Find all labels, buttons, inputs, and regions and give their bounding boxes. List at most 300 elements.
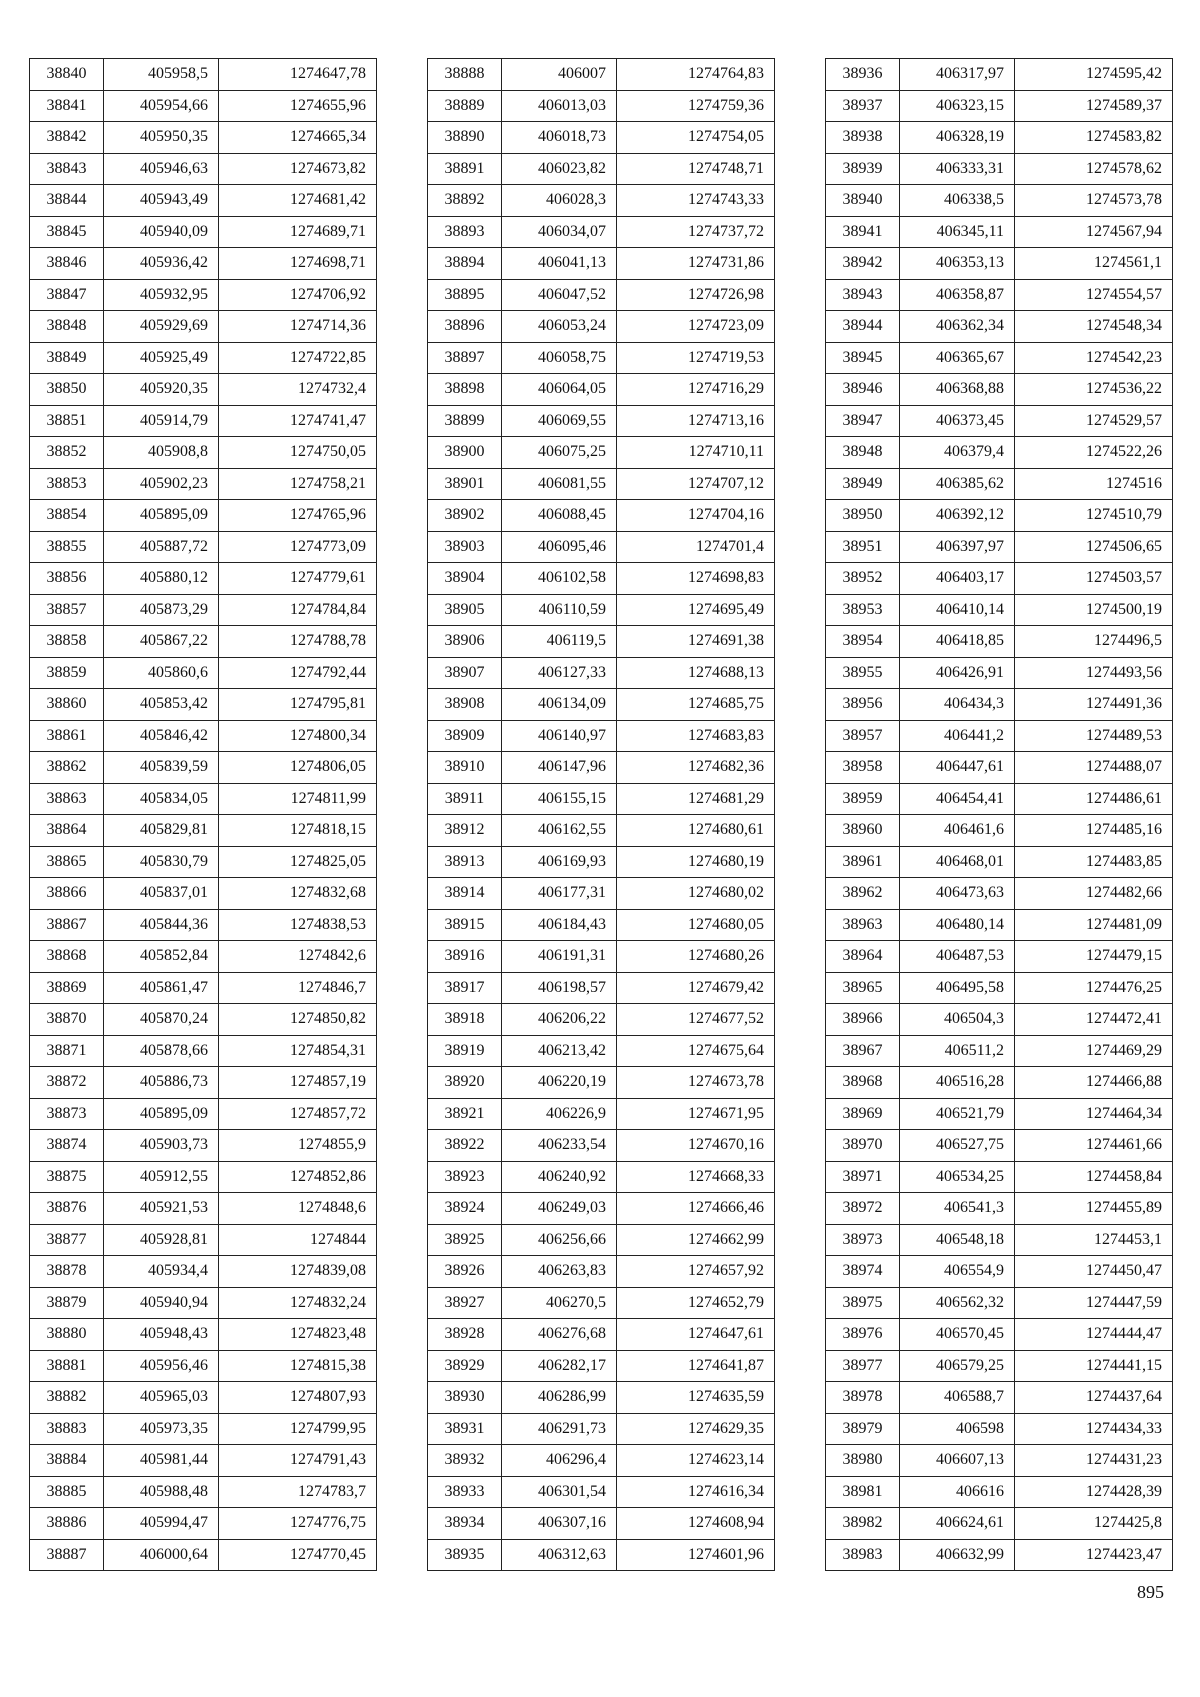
table-row	[30, 248, 377, 280]
y-coordinate-cell: 1274516	[1015, 468, 1173, 500]
point-id-cell: 38959	[826, 783, 900, 815]
point-id-cell: 38919	[428, 1035, 502, 1067]
x-coordinate-cell: 406588,7	[900, 1382, 1015, 1414]
y-coordinate-cell: 1274635,59	[617, 1382, 775, 1414]
table-row	[30, 216, 377, 248]
y-coordinate-cell: 1274688,13	[617, 657, 775, 689]
x-coordinate-cell: 405870,24	[104, 1004, 219, 1036]
point-id-cell: 38911	[428, 783, 502, 815]
point-id-cell: 38846	[30, 248, 104, 280]
y-coordinate-cell: 1274464,34	[1015, 1098, 1173, 1130]
coordinate-table-1	[29, 58, 377, 1571]
point-id-cell: 38872	[30, 1067, 104, 1099]
point-id-cell: 38968	[826, 1067, 900, 1099]
table-row	[428, 752, 775, 784]
y-coordinate-cell: 1274737,72	[617, 216, 775, 248]
x-coordinate-cell: 406624,61	[900, 1508, 1015, 1540]
x-coordinate-cell: 406353,13	[900, 248, 1015, 280]
y-coordinate-cell: 1274561,1	[1015, 248, 1173, 280]
table-row	[428, 1319, 775, 1351]
y-coordinate-cell: 1274748,71	[617, 153, 775, 185]
x-coordinate-cell: 405912,55	[104, 1161, 219, 1193]
point-id-cell: 38966	[826, 1004, 900, 1036]
x-coordinate-cell: 406296,4	[502, 1445, 617, 1477]
table-row	[826, 1350, 1173, 1382]
table-row	[826, 1539, 1173, 1571]
y-coordinate-cell: 1274647,78	[219, 59, 377, 91]
y-coordinate-cell: 1274529,57	[1015, 405, 1173, 437]
x-coordinate-cell: 406110,59	[502, 594, 617, 626]
x-coordinate-cell: 405988,48	[104, 1476, 219, 1508]
point-id-cell: 38923	[428, 1161, 502, 1193]
table-row	[30, 1256, 377, 1288]
table-row	[30, 1004, 377, 1036]
point-id-cell: 38857	[30, 594, 104, 626]
point-id-cell: 38843	[30, 153, 104, 185]
x-coordinate-cell: 405943,49	[104, 185, 219, 217]
table-row	[826, 1287, 1173, 1319]
x-coordinate-cell: 406000,64	[104, 1539, 219, 1571]
point-id-cell: 38939	[826, 153, 900, 185]
x-coordinate-cell: 406323,15	[900, 90, 1015, 122]
point-id-cell: 38929	[428, 1350, 502, 1382]
y-coordinate-cell: 1274578,62	[1015, 153, 1173, 185]
point-id-cell: 38936	[826, 59, 900, 91]
table-body	[428, 59, 775, 1571]
point-id-cell: 38874	[30, 1130, 104, 1162]
table-row	[30, 815, 377, 847]
y-coordinate-cell: 1274466,88	[1015, 1067, 1173, 1099]
table-row	[428, 1413, 775, 1445]
x-coordinate-cell: 406256,66	[502, 1224, 617, 1256]
x-coordinate-cell: 405830,79	[104, 846, 219, 878]
y-coordinate-cell: 1274792,44	[219, 657, 377, 689]
table-row	[30, 59, 377, 91]
x-coordinate-cell: 406527,75	[900, 1130, 1015, 1162]
y-coordinate-cell: 1274765,96	[219, 500, 377, 532]
point-id-cell: 38940	[826, 185, 900, 217]
point-id-cell: 38944	[826, 311, 900, 343]
x-coordinate-cell: 406426,91	[900, 657, 1015, 689]
point-id-cell: 38881	[30, 1350, 104, 1382]
point-id-cell: 38946	[826, 374, 900, 406]
table-row	[826, 657, 1173, 689]
y-coordinate-cell: 1274458,84	[1015, 1161, 1173, 1193]
x-coordinate-cell: 405895,09	[104, 500, 219, 532]
point-id-cell: 38965	[826, 972, 900, 1004]
table-row	[30, 500, 377, 532]
point-id-cell: 38945	[826, 342, 900, 374]
x-coordinate-cell: 406233,54	[502, 1130, 617, 1162]
y-coordinate-cell: 1274707,12	[617, 468, 775, 500]
table-row	[428, 1193, 775, 1225]
x-coordinate-cell: 405861,47	[104, 972, 219, 1004]
y-coordinate-cell: 1274800,34	[219, 720, 377, 752]
point-id-cell: 38933	[428, 1476, 502, 1508]
table-row	[826, 846, 1173, 878]
table-row	[826, 185, 1173, 217]
x-coordinate-cell: 405903,73	[104, 1130, 219, 1162]
table-row	[826, 59, 1173, 91]
point-id-cell: 38967	[826, 1035, 900, 1067]
x-coordinate-cell: 406007	[502, 59, 617, 91]
table-row	[428, 1350, 775, 1382]
point-id-cell: 38842	[30, 122, 104, 154]
y-coordinate-cell: 1274695,49	[617, 594, 775, 626]
x-coordinate-cell: 405929,69	[104, 311, 219, 343]
x-coordinate-cell: 405829,81	[104, 815, 219, 847]
x-coordinate-cell: 406598	[900, 1413, 1015, 1445]
point-id-cell: 38976	[826, 1319, 900, 1351]
y-coordinate-cell: 1274554,57	[1015, 279, 1173, 311]
point-id-cell: 38958	[826, 752, 900, 784]
y-coordinate-cell: 1274680,19	[617, 846, 775, 878]
y-coordinate-cell: 1274779,61	[219, 563, 377, 595]
table-row	[428, 846, 775, 878]
point-id-cell: 38870	[30, 1004, 104, 1036]
x-coordinate-cell: 406134,09	[502, 689, 617, 721]
table-row	[826, 909, 1173, 941]
table-row	[826, 720, 1173, 752]
point-id-cell: 38855	[30, 531, 104, 563]
x-coordinate-cell: 405928,81	[104, 1224, 219, 1256]
y-coordinate-cell: 1274485,16	[1015, 815, 1173, 847]
table-row	[30, 1067, 377, 1099]
table-row	[826, 153, 1173, 185]
x-coordinate-cell: 405852,84	[104, 941, 219, 973]
point-id-cell: 38918	[428, 1004, 502, 1036]
table-row	[30, 1382, 377, 1414]
x-coordinate-cell: 406301,54	[502, 1476, 617, 1508]
y-coordinate-cell: 1274455,89	[1015, 1193, 1173, 1225]
y-coordinate-cell: 1274704,16	[617, 500, 775, 532]
point-id-cell: 38882	[30, 1382, 104, 1414]
y-coordinate-cell: 1274657,92	[617, 1256, 775, 1288]
y-coordinate-cell: 1274437,64	[1015, 1382, 1173, 1414]
point-id-cell: 38856	[30, 563, 104, 595]
y-coordinate-cell: 1274601,96	[617, 1539, 775, 1571]
table-row	[826, 1319, 1173, 1351]
point-id-cell: 38917	[428, 972, 502, 1004]
x-coordinate-cell: 405908,8	[104, 437, 219, 469]
y-coordinate-cell: 1274476,25	[1015, 972, 1173, 1004]
x-coordinate-cell: 406632,99	[900, 1539, 1015, 1571]
point-id-cell: 38972	[826, 1193, 900, 1225]
point-id-cell: 38942	[826, 248, 900, 280]
table-row	[428, 909, 775, 941]
table-row	[428, 689, 775, 721]
point-id-cell: 38973	[826, 1224, 900, 1256]
x-coordinate-cell: 406579,25	[900, 1350, 1015, 1382]
table-row	[30, 405, 377, 437]
point-id-cell: 38900	[428, 437, 502, 469]
y-coordinate-cell: 1274714,36	[219, 311, 377, 343]
table-row	[428, 1035, 775, 1067]
point-id-cell: 38952	[826, 563, 900, 595]
point-id-cell: 38969	[826, 1098, 900, 1130]
point-id-cell: 38912	[428, 815, 502, 847]
table-row	[30, 279, 377, 311]
table-row	[30, 122, 377, 154]
x-coordinate-cell: 405895,09	[104, 1098, 219, 1130]
x-coordinate-cell: 406028,3	[502, 185, 617, 217]
table-row	[826, 279, 1173, 311]
table-row	[826, 437, 1173, 469]
point-id-cell: 38880	[30, 1319, 104, 1351]
x-coordinate-cell: 405940,94	[104, 1287, 219, 1319]
point-id-cell: 38886	[30, 1508, 104, 1540]
x-coordinate-cell: 405878,66	[104, 1035, 219, 1067]
y-coordinate-cell: 1274832,68	[219, 878, 377, 910]
point-id-cell: 38854	[30, 500, 104, 532]
x-coordinate-cell: 406184,43	[502, 909, 617, 941]
x-coordinate-cell: 406102,58	[502, 563, 617, 595]
table-row	[428, 1382, 775, 1414]
x-coordinate-cell: 406548,18	[900, 1224, 1015, 1256]
point-id-cell: 38950	[826, 500, 900, 532]
y-coordinate-cell: 1274842,6	[219, 941, 377, 973]
table-row	[428, 185, 775, 217]
point-id-cell: 38853	[30, 468, 104, 500]
table-row	[428, 342, 775, 374]
x-coordinate-cell: 406521,79	[900, 1098, 1015, 1130]
x-coordinate-cell: 406081,55	[502, 468, 617, 500]
point-id-cell: 38877	[30, 1224, 104, 1256]
y-coordinate-cell: 1274510,79	[1015, 500, 1173, 532]
point-id-cell: 38841	[30, 90, 104, 122]
table-row	[826, 626, 1173, 658]
y-coordinate-cell: 1274706,92	[219, 279, 377, 311]
x-coordinate-cell: 406373,45	[900, 405, 1015, 437]
x-coordinate-cell: 406607,13	[900, 1445, 1015, 1477]
y-coordinate-cell: 1274857,19	[219, 1067, 377, 1099]
point-id-cell: 38970	[826, 1130, 900, 1162]
table-row	[428, 720, 775, 752]
point-id-cell: 38916	[428, 941, 502, 973]
point-id-cell: 38908	[428, 689, 502, 721]
point-id-cell: 38884	[30, 1445, 104, 1477]
point-id-cell: 38964	[826, 941, 900, 973]
point-id-cell: 38887	[30, 1539, 104, 1571]
table-row	[30, 1287, 377, 1319]
table-row	[428, 1224, 775, 1256]
table-body	[826, 59, 1173, 1571]
table-row	[428, 1098, 775, 1130]
point-id-cell: 38949	[826, 468, 900, 500]
x-coordinate-cell: 406447,61	[900, 752, 1015, 784]
y-coordinate-cell: 1274616,34	[617, 1476, 775, 1508]
table-row	[826, 1413, 1173, 1445]
table-row	[428, 437, 775, 469]
table-row	[30, 941, 377, 973]
table-row	[30, 626, 377, 658]
point-id-cell: 38906	[428, 626, 502, 658]
x-coordinate-cell: 406088,45	[502, 500, 617, 532]
x-coordinate-cell: 406069,55	[502, 405, 617, 437]
y-coordinate-cell: 1274623,14	[617, 1445, 775, 1477]
x-coordinate-cell: 405914,79	[104, 405, 219, 437]
y-coordinate-cell: 1274754,05	[617, 122, 775, 154]
x-coordinate-cell: 405981,44	[104, 1445, 219, 1477]
y-coordinate-cell: 1274548,34	[1015, 311, 1173, 343]
x-coordinate-cell: 406418,85	[900, 626, 1015, 658]
y-coordinate-cell: 1274719,53	[617, 342, 775, 374]
point-id-cell: 38866	[30, 878, 104, 910]
point-id-cell: 38897	[428, 342, 502, 374]
table-body	[30, 59, 377, 1571]
table-row	[428, 1067, 775, 1099]
table-row	[826, 122, 1173, 154]
table-row	[428, 626, 775, 658]
point-id-cell: 38904	[428, 563, 502, 595]
table-row	[30, 374, 377, 406]
point-id-cell: 38934	[428, 1508, 502, 1540]
table-row	[30, 1508, 377, 1540]
point-id-cell: 38910	[428, 752, 502, 784]
table-row	[30, 1350, 377, 1382]
x-coordinate-cell: 406013,03	[502, 90, 617, 122]
y-coordinate-cell: 1274846,7	[219, 972, 377, 1004]
x-coordinate-cell: 405994,47	[104, 1508, 219, 1540]
y-coordinate-cell: 1274759,36	[617, 90, 775, 122]
y-coordinate-cell: 1274783,7	[219, 1476, 377, 1508]
table-row	[30, 531, 377, 563]
x-coordinate-cell: 405948,43	[104, 1319, 219, 1351]
point-id-cell: 38849	[30, 342, 104, 374]
table-row	[30, 90, 377, 122]
x-coordinate-cell: 406263,83	[502, 1256, 617, 1288]
point-id-cell: 38922	[428, 1130, 502, 1162]
table-row	[30, 153, 377, 185]
x-coordinate-cell: 406276,68	[502, 1319, 617, 1351]
x-coordinate-cell: 406191,31	[502, 941, 617, 973]
x-coordinate-cell: 405844,36	[104, 909, 219, 941]
x-coordinate-cell: 406226,9	[502, 1098, 617, 1130]
point-id-cell: 38947	[826, 405, 900, 437]
y-coordinate-cell: 1274425,8	[1015, 1508, 1173, 1540]
x-coordinate-cell: 406454,41	[900, 783, 1015, 815]
y-coordinate-cell: 1274680,02	[617, 878, 775, 910]
y-coordinate-cell: 1274536,22	[1015, 374, 1173, 406]
x-coordinate-cell: 406534,25	[900, 1161, 1015, 1193]
table-row	[428, 815, 775, 847]
x-coordinate-cell: 406480,14	[900, 909, 1015, 941]
x-coordinate-cell: 405973,35	[104, 1413, 219, 1445]
point-id-cell: 38845	[30, 216, 104, 248]
table-row	[428, 563, 775, 595]
x-coordinate-cell: 406562,32	[900, 1287, 1015, 1319]
table-row	[428, 500, 775, 532]
y-coordinate-cell: 1274673,82	[219, 153, 377, 185]
point-id-cell: 38859	[30, 657, 104, 689]
table-row	[30, 1445, 377, 1477]
y-coordinate-cell: 1274713,16	[617, 405, 775, 437]
point-id-cell: 38960	[826, 815, 900, 847]
x-coordinate-cell: 406249,03	[502, 1193, 617, 1225]
table-row	[428, 1004, 775, 1036]
y-coordinate-cell: 1274482,66	[1015, 878, 1173, 910]
x-coordinate-cell: 406487,53	[900, 941, 1015, 973]
x-coordinate-cell: 406441,2	[900, 720, 1015, 752]
table-row	[30, 342, 377, 374]
x-coordinate-cell: 406047,52	[502, 279, 617, 311]
point-id-cell: 38896	[428, 311, 502, 343]
y-coordinate-cell: 1274758,21	[219, 468, 377, 500]
x-coordinate-cell: 406312,63	[502, 1539, 617, 1571]
point-id-cell: 38894	[428, 248, 502, 280]
y-coordinate-cell: 1274776,75	[219, 1508, 377, 1540]
y-coordinate-cell: 1274726,98	[617, 279, 775, 311]
table-row	[428, 1130, 775, 1162]
x-coordinate-cell: 406468,01	[900, 846, 1015, 878]
table-row	[30, 846, 377, 878]
x-coordinate-cell: 405867,22	[104, 626, 219, 658]
y-coordinate-cell: 1274723,09	[617, 311, 775, 343]
table-row	[428, 468, 775, 500]
y-coordinate-cell: 1274799,95	[219, 1413, 377, 1445]
y-coordinate-cell: 1274716,29	[617, 374, 775, 406]
table-row	[30, 1413, 377, 1445]
x-coordinate-cell: 406434,3	[900, 689, 1015, 721]
point-id-cell: 38956	[826, 689, 900, 721]
table-row	[30, 909, 377, 941]
x-coordinate-cell: 406286,99	[502, 1382, 617, 1414]
table-row	[30, 720, 377, 752]
point-id-cell: 38878	[30, 1256, 104, 1288]
point-id-cell: 38864	[30, 815, 104, 847]
point-id-cell: 38932	[428, 1445, 502, 1477]
x-coordinate-cell: 405846,42	[104, 720, 219, 752]
y-coordinate-cell: 1274675,64	[617, 1035, 775, 1067]
table-row	[826, 1476, 1173, 1508]
x-coordinate-cell: 405887,72	[104, 531, 219, 563]
table-row	[826, 1035, 1173, 1067]
coordinate-table-2	[427, 58, 775, 1571]
y-coordinate-cell: 1274666,46	[617, 1193, 775, 1225]
x-coordinate-cell: 406541,3	[900, 1193, 1015, 1225]
point-id-cell: 38865	[30, 846, 104, 878]
y-coordinate-cell: 1274788,78	[219, 626, 377, 658]
y-coordinate-cell: 1274741,47	[219, 405, 377, 437]
y-coordinate-cell: 1274825,05	[219, 846, 377, 878]
point-id-cell: 38941	[826, 216, 900, 248]
x-coordinate-cell: 406345,11	[900, 216, 1015, 248]
y-coordinate-cell: 1274444,47	[1015, 1319, 1173, 1351]
table-row	[428, 531, 775, 563]
y-coordinate-cell: 1274722,85	[219, 342, 377, 374]
x-coordinate-cell: 405873,29	[104, 594, 219, 626]
y-coordinate-cell: 1274677,52	[617, 1004, 775, 1036]
point-id-cell: 38847	[30, 279, 104, 311]
x-coordinate-cell: 405946,63	[104, 153, 219, 185]
table-row	[826, 342, 1173, 374]
y-coordinate-cell: 1274806,05	[219, 752, 377, 784]
x-coordinate-cell: 405839,59	[104, 752, 219, 784]
y-coordinate-cell: 1274662,99	[617, 1224, 775, 1256]
point-id-cell: 38895	[428, 279, 502, 311]
table-row	[30, 1161, 377, 1193]
y-coordinate-cell: 1274542,23	[1015, 342, 1173, 374]
table-row	[428, 783, 775, 815]
x-coordinate-cell: 406018,73	[502, 122, 617, 154]
point-id-cell: 38873	[30, 1098, 104, 1130]
point-id-cell: 38927	[428, 1287, 502, 1319]
table-row	[826, 374, 1173, 406]
x-coordinate-cell: 406473,63	[900, 878, 1015, 910]
x-coordinate-cell: 405965,03	[104, 1382, 219, 1414]
y-coordinate-cell: 1274423,47	[1015, 1539, 1173, 1571]
y-coordinate-cell: 1274441,15	[1015, 1350, 1173, 1382]
